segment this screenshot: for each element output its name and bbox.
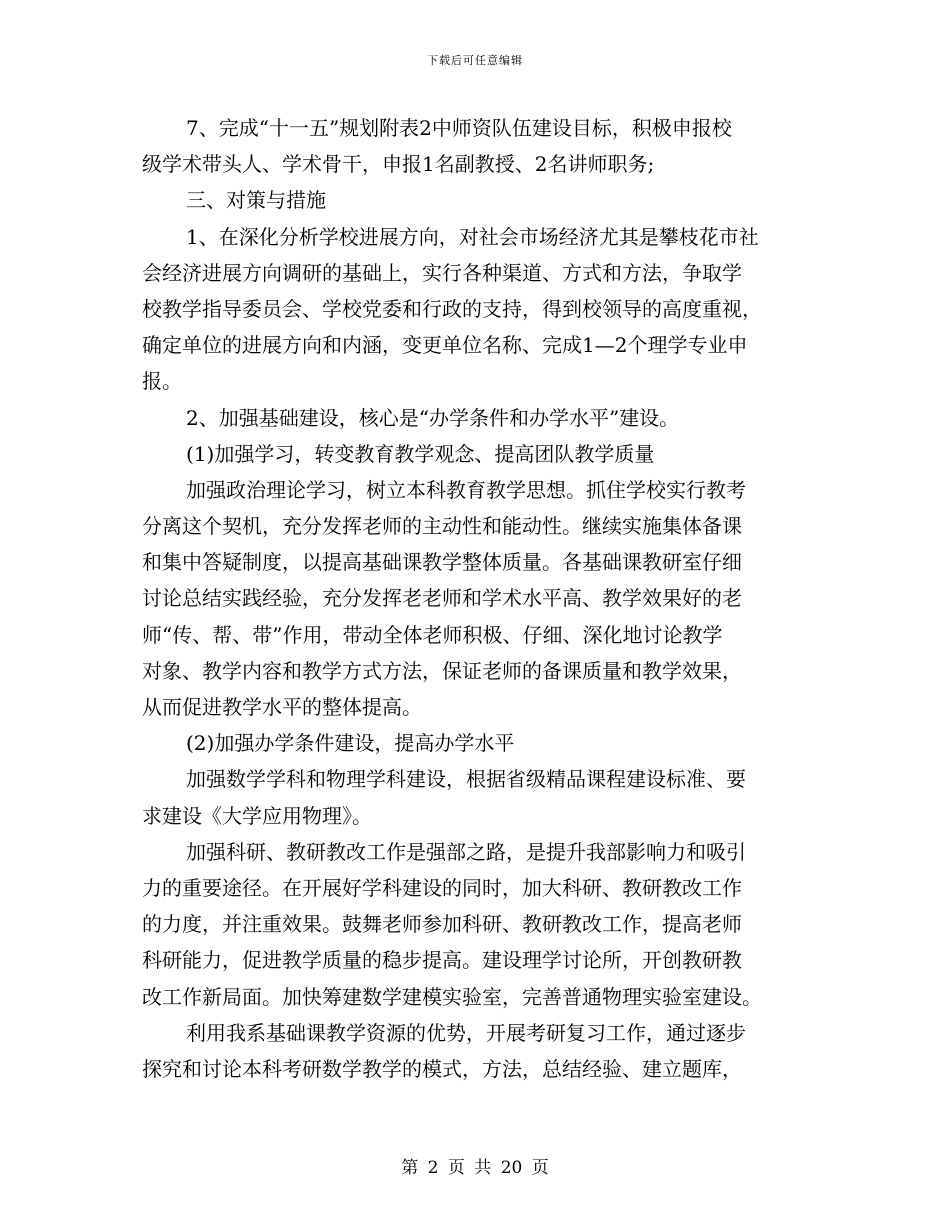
text-line: 利用我系基础课教学资源的优势，开展考研复习工作，通过逐步 [186,1020,746,1045]
text-line: 确定单位的进展方向和内涵，变更单位名称、完成1—2个理学专业申 [142,333,748,358]
document-body [142,110,808,1087]
text-line: 三、对策与措施 [186,188,326,213]
text-line: 改工作新局面。加快筹建数学建模实验室，完善普通物理实验室建设。 [142,984,762,1009]
text-line: 对象、教学内容和教学方式方法，保证老师的备课质量和教学效果， [142,658,742,683]
text-line: 师“传、帮、带”作用，带动全体老师积极、仔细、深化地讨论教学 [142,622,723,647]
text-line: (2)加强办学条件建设，提高办学水平 [186,731,515,756]
text-line: 求建设《大学应用物理》。 [142,803,372,828]
text-line: 2、加强基础建设，核心是“办学条件和办学水平”建设。 [186,405,680,430]
text-line: (1)加强学习，转变教育教学观念、提高团队教学质量 [186,441,655,466]
text-line: 探究和讨论本科考研数学教学的模式，方法，总结经验、建立题库， [142,1056,742,1081]
text-line: 7、完成“十一五”规划附表2中师资队伍建设目标，积极申报校 [186,116,732,140]
page-footer: 第 2 页 共 20 页 [401,1158,549,1178]
text-line: 和集中答疑制度，以提高基础课教学整体质量。各基础课教研室仔细 [142,550,742,575]
page-header: 下载后可任意编辑 [427,54,523,67]
text-line: 的力度，并注重效果。鼓舞老师参加科研、教研教改工作，提高老师 [142,912,742,937]
text-line: 会经济进展方向调研的基础上，实行各种渠道、方式和方法，争取学 [142,260,742,285]
text-line: 分离这个契机，充分发挥老师的主动性和能动性。继续实施集体备课 [142,514,742,539]
text-line: 从而促进教学水平的整体提高。 [142,695,422,719]
text-line: 力的重要途径。在开展好学科建设的同时，加大科研、教研教改工作 [142,875,742,900]
text-line: 1、在深化分析学校进展方向，对社会市场经济尤其是攀枝花市社 [186,224,759,249]
text-line: 校教学指导委员会、学校党委和行政的支持，得到校领导的高度重视， [142,296,762,321]
text-line: 加强数学学科和物理学科建设，根据省级精品课程建设标准、要 [186,767,746,792]
text-line: 报。 [142,369,182,394]
text-line: 加强科研、教研教改工作是强部之路，是提升我部影响力和吸引 [186,839,746,864]
text-line: 科研能力，促进教学质量的稳步提高。建设理学讨论所，开创教研教 [142,948,742,973]
text-line: 级学术带头人、学术骨干，申报1名副教授、2名讲师职务; [142,152,655,177]
text-line: 加强政治理论学习，树立本科教育教学思想。抓住学校实行教考 [186,477,746,502]
text-line: 讨论总结实践经验，充分发挥老老师和学术水平高、教学效果好的老 [142,586,742,611]
